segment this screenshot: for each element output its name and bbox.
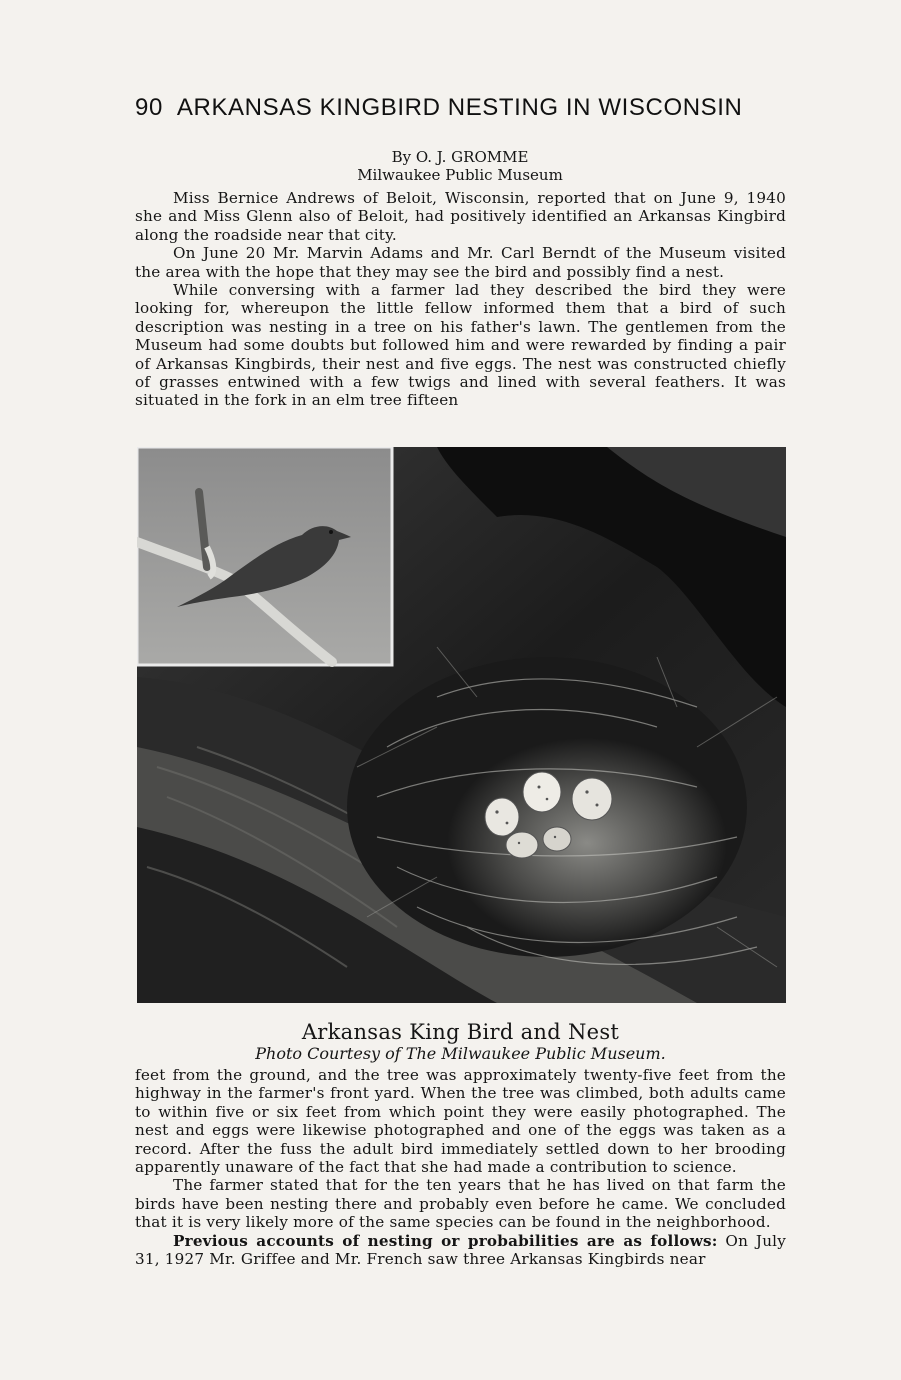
page-number: 90 (135, 94, 163, 121)
author: By O. J. GROMME (391, 148, 529, 166)
affiliation: Milwaukee Public Museum (357, 166, 563, 184)
byline (135, 148, 785, 184)
body-text-bottom (135, 1066, 786, 1268)
article-title: ARKANSAS KINGBIRD NESTING IN WISCONSIN (176, 94, 743, 121)
previous-accounts-text: On July 31, 1927 Mr. Griffee and Mr. French saw three Arkansas Kingbirds near (135, 1231, 787, 1269)
paragraph: While conversing with a farmer lad they described the bird they were looking for, whereupon the little fellow informed them that a bird of such description was nesting in a tree on his father's lawn. The gentlemen from the Museum had some doubts but followed him and were rewarded by finding a pair of Arkansas Kingbirds, their nest and five eggs. The nest was constructed chiefly of grasses entwined with a few twigs and lined with several feathers. It was situated in the fork in an elm tree fifteen (135, 281, 786, 410)
figure-caption (135, 1020, 786, 1064)
paragraph-previous-accounts (135, 1232, 786, 1269)
continuation-paragraph: feet from the ground, and the tree was approximately twenty-five feet from the highway in the farmer's front yard. When the tree was climbed, both adults came to within five or six feet from which point they were easily photographed. The nest and eggs were likewise photographed and one of the eggs was taken as a record. After the fuss the adult bird immediately settled down to her brooding apparently unaware of the fact that she had made a contribution to science. (135, 1066, 786, 1177)
paragraph: On June 20 Mr. Marvin Adams and Mr. Carl Berndt of the Museum visited the area with the hope that they may see the bird and possibly find a nest. (135, 244, 786, 281)
caption-title: Arkansas King Bird and Nest (301, 1020, 620, 1044)
paragraph: Miss Bernice Andrews of Beloit, Wisconsin, reported that on June 9, 1940 she and Miss Glenn also of Beloit, had positively identified an Arkansas Kingbird along the roadside near that city. (135, 189, 786, 244)
body-text-top (135, 189, 786, 410)
nest-photograph (137, 447, 786, 1003)
paragraph: The farmer stated that for the ten years that he has lived on that farm the birds have been nesting there and probably even before he came. We concluded that it is very likely more of the same species can be found in the neighborhood. (135, 1176, 786, 1232)
photo-figure (137, 447, 786, 1003)
caption-credit: Photo Courtesy of The Milwaukee Public Museum. (255, 1044, 666, 1063)
running-header (135, 94, 755, 122)
previous-accounts-lead: Previous accounts of nesting or probabilities are as follows: (173, 1231, 718, 1250)
